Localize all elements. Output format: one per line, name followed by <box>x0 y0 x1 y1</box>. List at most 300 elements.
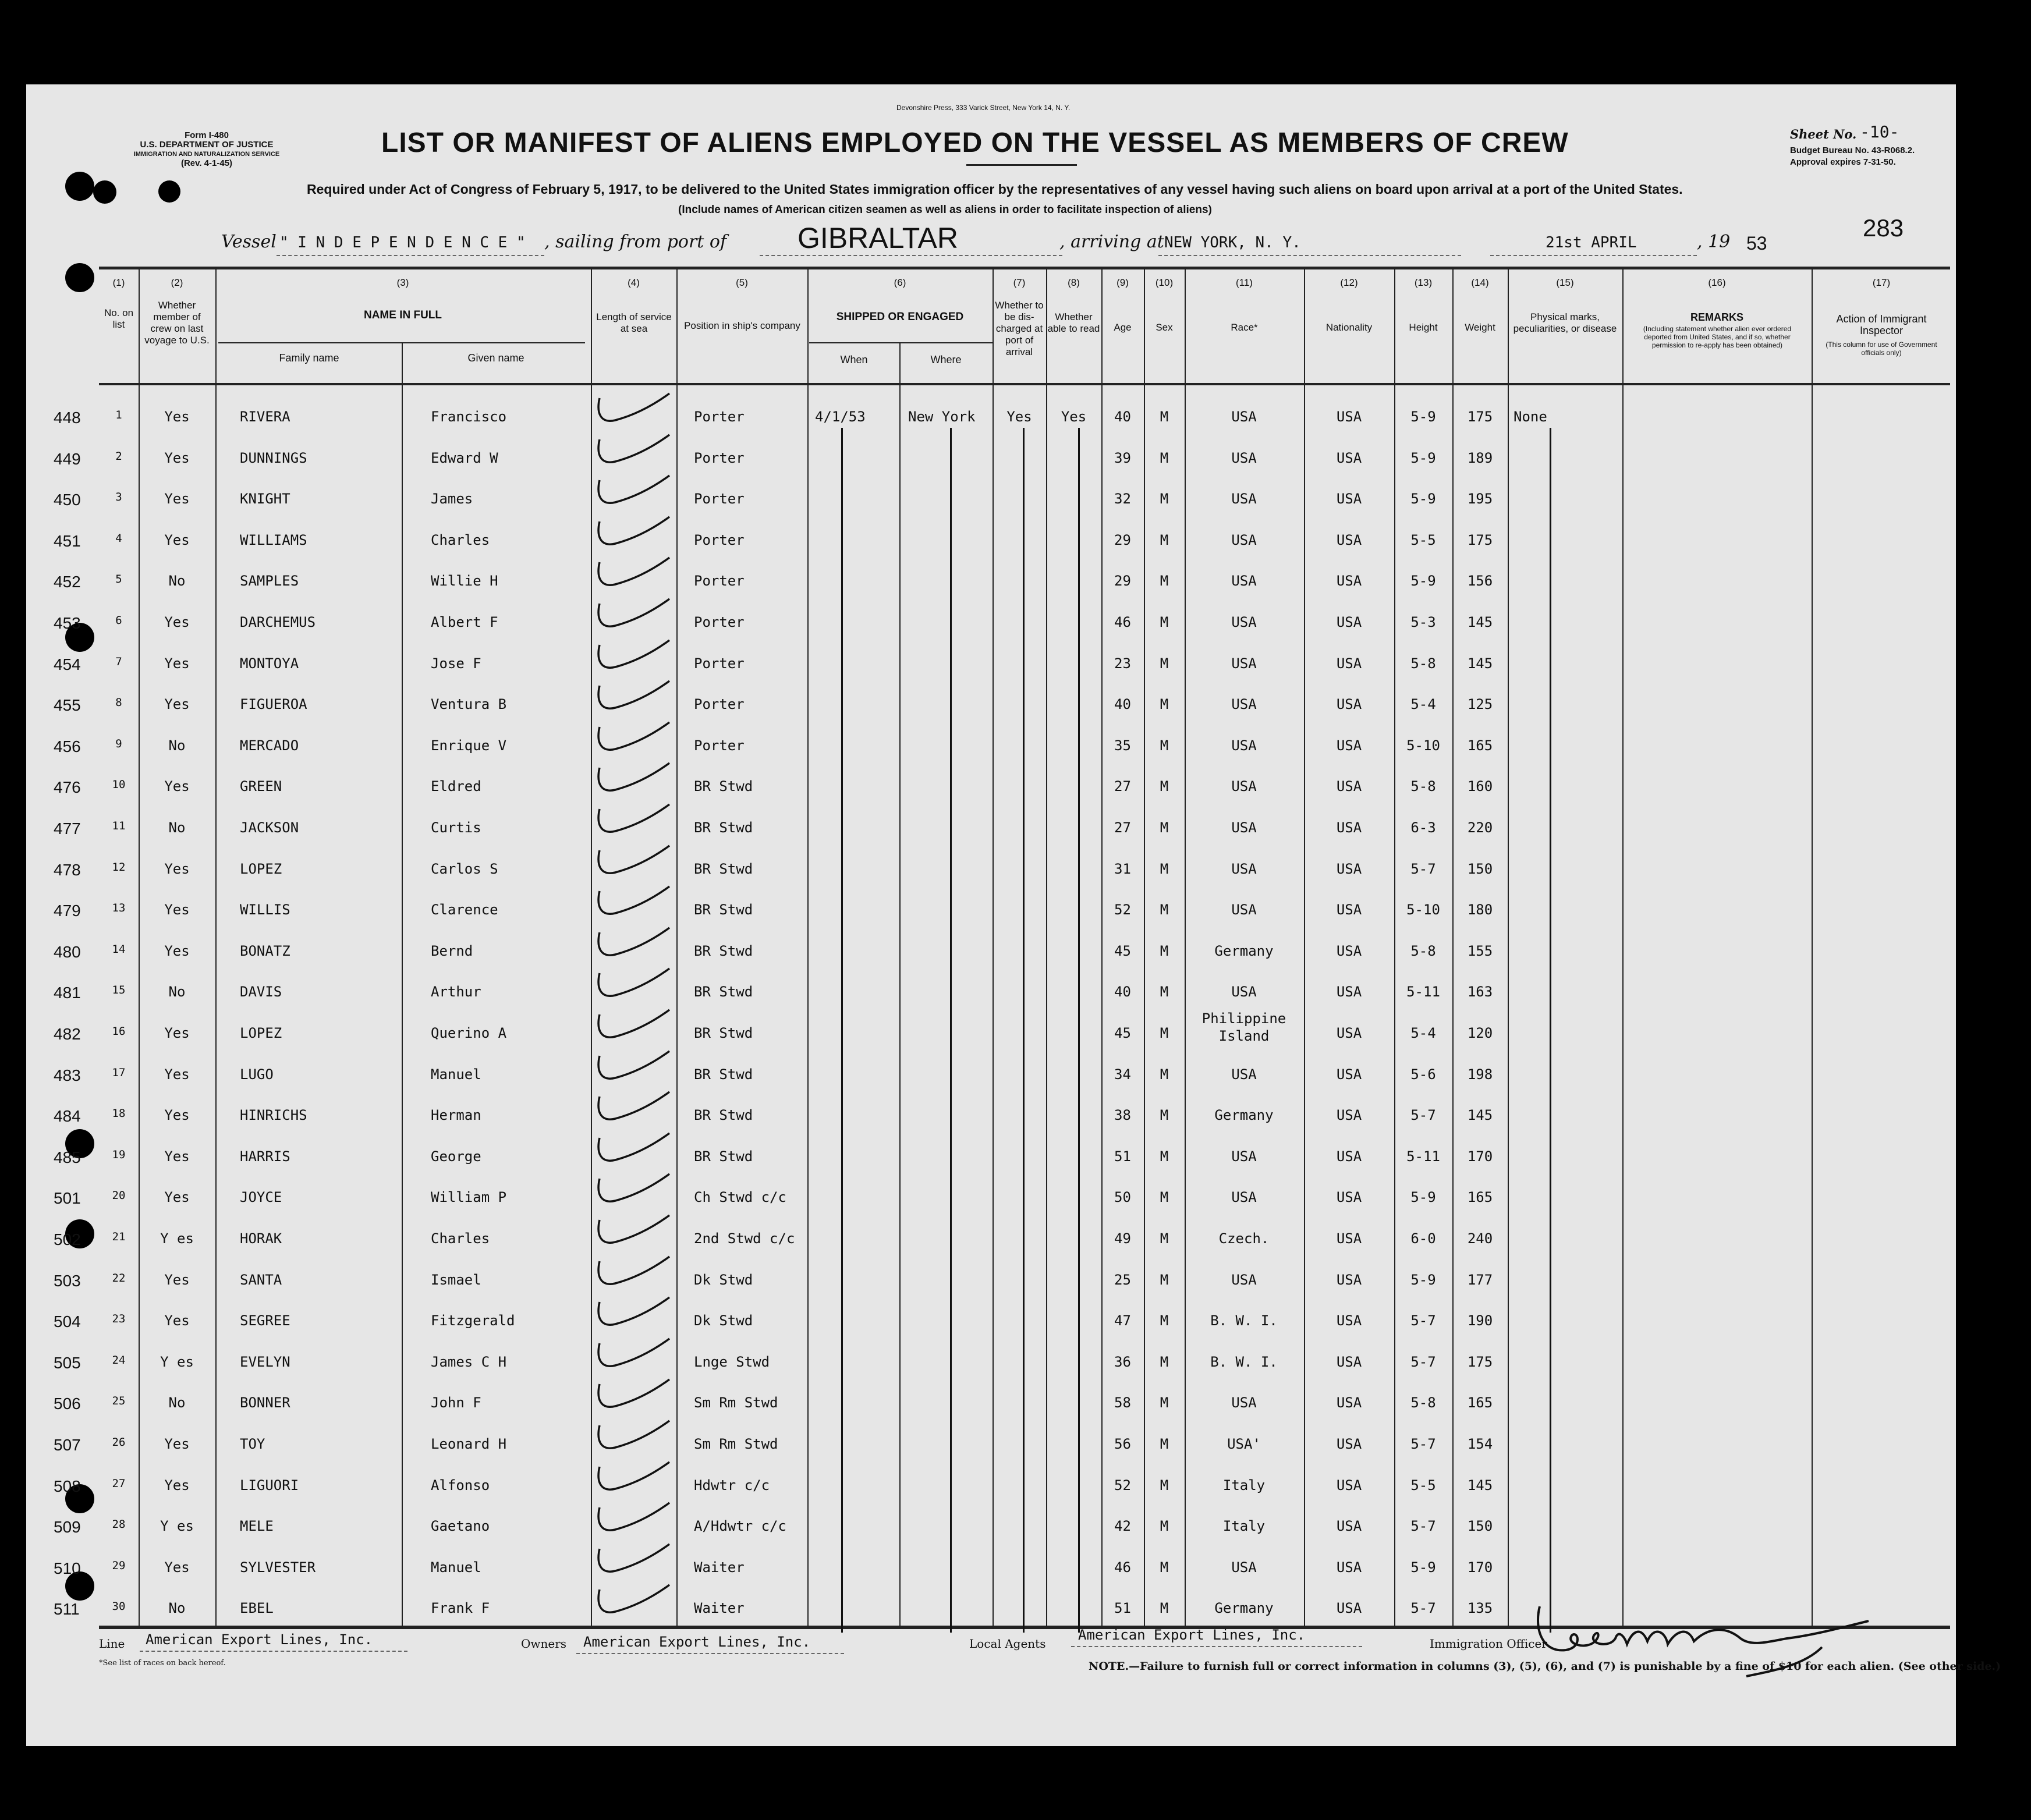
position: BR Stwd <box>694 778 753 795</box>
arriving-label: , arriving at <box>1059 232 1164 252</box>
list-line-number: 478 <box>54 860 81 879</box>
given-name: Manuel <box>431 1066 481 1083</box>
service-checkmark <box>589 1294 676 1335</box>
position: Dk Stwd <box>694 1271 753 1288</box>
row-number: 2 <box>115 449 122 463</box>
form-number: Form I-480 <box>185 130 229 140</box>
height: 5-7 <box>1410 860 1436 877</box>
checkmark-stroke <box>598 1257 669 1284</box>
prev-voyage: Yes <box>164 1312 190 1329</box>
height: 5-9 <box>1410 1559 1436 1576</box>
checkmark-stroke <box>598 599 669 626</box>
col-num-10: (10) <box>1155 277 1174 288</box>
race: USA <box>1231 614 1257 630</box>
family-name: SYLVESTER <box>240 1559 316 1576</box>
list-line-number: 476 <box>54 778 81 797</box>
nationality: USA <box>1336 860 1362 877</box>
col-header-age: Age <box>1114 322 1132 333</box>
col-header-no: No. on list <box>104 307 134 330</box>
given-name: James <box>431 491 473 508</box>
prev-voyage: Y es <box>160 1518 194 1535</box>
family-name: HORAK <box>240 1230 282 1247</box>
race: USA <box>1231 860 1257 877</box>
sex: M <box>1160 655 1169 672</box>
service-checkmark <box>589 677 676 718</box>
nationality: USA <box>1336 531 1362 548</box>
race: USA <box>1231 1559 1257 1576</box>
nationality: USA <box>1336 409 1362 425</box>
arrival-port: NEW YORK, N. Y. <box>1164 234 1301 251</box>
position: Porter <box>694 491 745 508</box>
nationality: USA <box>1336 1353 1362 1370</box>
race: USA <box>1231 696 1257 713</box>
line-value: American Export Lines, Inc. <box>146 1631 373 1648</box>
printer-line: Devonshire Press, 333 Varick Street, New York 14, N. Y. <box>896 104 1071 112</box>
weight: 190 <box>1467 1312 1493 1329</box>
given-name: Bernd <box>431 942 473 959</box>
height: 5-7 <box>1410 1436 1436 1452</box>
list-line-number: 479 <box>54 902 81 920</box>
service-checkmark <box>589 1335 676 1376</box>
weight: 145 <box>1467 1477 1493 1493</box>
service-checkmark <box>589 1048 676 1088</box>
weight: 175 <box>1467 531 1493 548</box>
service-checkmark <box>589 1212 676 1253</box>
list-line-number: 456 <box>54 737 81 755</box>
race: USA <box>1231 1066 1257 1083</box>
nationality: USA <box>1336 1312 1362 1329</box>
nationality: USA <box>1336 778 1362 795</box>
race: Italy <box>1222 1518 1266 1535</box>
given-name: Curtis <box>431 819 481 836</box>
sex: M <box>1160 1477 1169 1493</box>
height: 6-0 <box>1410 1230 1436 1247</box>
position: Sm Rm Stwd <box>694 1395 778 1411</box>
sex: M <box>1160 1600 1169 1617</box>
checkmark-stroke <box>598 558 669 585</box>
family-name: LUGO <box>240 1066 274 1083</box>
service-checkmark <box>589 924 676 965</box>
sex: M <box>1160 573 1169 590</box>
port-underline <box>760 255 1062 256</box>
service-checkmark <box>589 513 676 554</box>
sex: M <box>1160 696 1169 713</box>
sex: M <box>1160 860 1169 877</box>
prev-voyage: Yes <box>164 1477 190 1493</box>
race: USA <box>1231 1395 1257 1411</box>
prev-voyage: Yes <box>164 409 190 425</box>
service-checkmark <box>589 842 676 883</box>
checkmark-stroke <box>598 1010 669 1037</box>
nationality: USA <box>1336 1395 1362 1411</box>
nationality: USA <box>1336 819 1362 836</box>
col-header-given: Given name <box>467 352 524 364</box>
given-name: Fitzgerald <box>431 1312 515 1329</box>
position: Porter <box>694 409 745 425</box>
row-number: 4 <box>115 531 122 545</box>
list-line-number: 451 <box>54 531 81 550</box>
weight: 170 <box>1467 1148 1493 1165</box>
weight: 163 <box>1467 984 1493 1001</box>
ditto-mark <box>1023 428 1025 1633</box>
age: 52 <box>1114 1477 1131 1493</box>
checkmark-stroke <box>598 722 669 750</box>
checkmark-stroke <box>598 1462 669 1489</box>
race: Czech. <box>1218 1230 1270 1247</box>
row-number: 20 <box>112 1189 126 1202</box>
age: 56 <box>1114 1436 1131 1452</box>
list-line-number: 510 <box>54 1559 81 1577</box>
prev-voyage: Yes <box>164 1271 190 1288</box>
family-name: LOPEZ <box>240 860 282 877</box>
service-checkmark <box>589 1459 676 1499</box>
weight: 156 <box>1467 573 1493 590</box>
prev-voyage: Yes <box>164 1559 190 1576</box>
checkmark-stroke <box>598 1051 669 1078</box>
col-num-17: (17) <box>1872 277 1891 288</box>
sex: M <box>1160 1436 1169 1452</box>
weight: 220 <box>1467 819 1493 836</box>
col-num-8: (8) <box>1068 277 1080 288</box>
nationality: USA <box>1336 737 1362 754</box>
height: 6-3 <box>1410 819 1436 836</box>
checkmark-stroke <box>598 1339 669 1366</box>
nationality: USA <box>1336 1230 1362 1247</box>
nationality: USA <box>1336 942 1362 959</box>
height: 5-9 <box>1410 1189 1436 1206</box>
shipped-where: New York <box>908 409 976 425</box>
prev-voyage: Yes <box>164 860 190 877</box>
col-header-action: Action of Immigrant Inspector <box>1836 313 1927 336</box>
checkmark-stroke <box>598 517 669 544</box>
weight: 120 <box>1467 1025 1493 1041</box>
age: 32 <box>1114 491 1131 508</box>
given-name: Enrique V <box>431 737 507 754</box>
row-number: 5 <box>115 573 122 586</box>
row-number: 16 <box>112 1025 126 1038</box>
col-num-12: (12) <box>1340 277 1358 288</box>
col-header-sex: Sex <box>1155 322 1173 333</box>
service-checkmark <box>589 637 676 677</box>
list-line-number: 484 <box>54 1107 81 1126</box>
officer-label: Immigration Officer <box>1430 1637 1547 1651</box>
nationality: USA <box>1336 902 1362 918</box>
nationality: USA <box>1336 1600 1362 1617</box>
race: USA <box>1231 531 1257 548</box>
row-number: 25 <box>112 1395 126 1408</box>
weight: 145 <box>1467 614 1493 630</box>
family-name: EBEL <box>240 1600 274 1617</box>
height: 5-5 <box>1410 1477 1436 1493</box>
position: Porter <box>694 573 745 590</box>
sex: M <box>1160 409 1169 425</box>
service-checkmark <box>589 1130 676 1170</box>
service-checkmark <box>589 1006 676 1047</box>
row-number: 27 <box>112 1477 126 1490</box>
list-line-number: 454 <box>54 655 81 673</box>
position: Porter <box>694 737 745 754</box>
checkmark-stroke <box>598 1297 669 1325</box>
row-number: 28 <box>112 1518 126 1531</box>
col-rule <box>215 268 217 1627</box>
family-name: WILLIS <box>240 902 290 918</box>
position: BR Stwd <box>694 902 753 918</box>
sex: M <box>1160 491 1169 508</box>
family-name: JOYCE <box>240 1189 282 1206</box>
given-name: Arthur <box>431 984 481 1001</box>
race: USA <box>1231 573 1257 590</box>
height: 5-9 <box>1410 449 1436 466</box>
weight: 198 <box>1467 1066 1493 1083</box>
budget-bureau: Budget Bureau No. 43-R068.2. <box>1790 146 1915 155</box>
row-number: 12 <box>112 860 126 874</box>
service-checkmark <box>589 1170 676 1211</box>
race: Germany <box>1214 1600 1274 1617</box>
family-name: WILLIAMS <box>240 531 307 548</box>
nationality: USA <box>1336 655 1362 672</box>
row-number: 15 <box>112 984 126 997</box>
position: Porter <box>694 655 745 672</box>
age: 31 <box>1114 860 1131 877</box>
list-line-number: 505 <box>54 1353 81 1372</box>
prev-voyage: Yes <box>164 778 190 795</box>
prev-voyage: Yes <box>164 1189 190 1206</box>
service: IMMIGRATION AND NATURALIZATION SERVICE <box>133 151 280 158</box>
col-rule <box>1046 268 1047 1627</box>
col-header-weight: Weight <box>1465 322 1495 333</box>
vessel-name: " I N D E P E N D E N C E " <box>279 234 526 251</box>
col-num-15: (15) <box>1556 277 1574 288</box>
sex: M <box>1160 1395 1169 1411</box>
age: 45 <box>1114 942 1131 959</box>
family-name: JACKSON <box>240 819 299 836</box>
prev-voyage: Yes <box>164 902 190 918</box>
given-name: Albert F <box>431 614 498 630</box>
col-rule <box>1622 268 1624 1627</box>
row-number: 6 <box>115 614 122 627</box>
prev-voyage: No <box>168 737 186 754</box>
sex: M <box>1160 1066 1169 1083</box>
given-name: Querino A <box>431 1025 507 1041</box>
family-name: BONATZ <box>240 942 290 959</box>
family-name: BONNER <box>240 1395 290 1411</box>
position: Sm Rm Stwd <box>694 1436 778 1452</box>
col-num-13: (13) <box>1414 277 1433 288</box>
list-line-number: 508 <box>54 1477 81 1495</box>
sex: M <box>1160 1025 1169 1041</box>
service-checkmark <box>589 883 676 924</box>
col-num-11: (11) <box>1236 277 1253 288</box>
family-name: MERCADO <box>240 737 299 754</box>
row-number: 23 <box>112 1312 126 1326</box>
age: 29 <box>1114 531 1131 548</box>
list-line-number: 477 <box>54 819 81 838</box>
checkmark-stroke <box>598 1133 669 1161</box>
position: Waiter <box>694 1600 745 1617</box>
row-number: 10 <box>112 778 126 792</box>
list-line-number: 511 <box>54 1600 80 1619</box>
list-line-number: 509 <box>54 1518 81 1537</box>
sex: M <box>1160 778 1169 795</box>
position: BR Stwd <box>694 1066 753 1083</box>
family-name: SAMPLES <box>240 573 299 590</box>
row-number: 13 <box>112 902 126 915</box>
list-line-number: 501 <box>54 1189 81 1208</box>
checkmark-stroke <box>598 476 669 503</box>
row-number: 11 <box>112 819 126 832</box>
checkmark-stroke <box>598 1174 669 1201</box>
age: 23 <box>1114 655 1131 672</box>
age: 27 <box>1114 819 1131 836</box>
arrival-year: 53 <box>1746 233 1767 254</box>
prev-voyage: Yes <box>164 449 190 466</box>
form-id-block <box>108 131 306 168</box>
nationality: USA <box>1336 573 1362 590</box>
col-num-14: (14) <box>1471 277 1489 288</box>
list-line-number: 482 <box>54 1025 81 1043</box>
race: Germany <box>1214 1107 1274 1124</box>
prev-voyage: Yes <box>164 531 190 548</box>
family-name: EVELYN <box>240 1353 290 1370</box>
nationality: USA <box>1336 1559 1362 1576</box>
height: 5-9 <box>1410 491 1436 508</box>
family-name: HARRIS <box>240 1148 290 1165</box>
race: B. W. I. <box>1210 1312 1278 1329</box>
family-name: DUNNINGS <box>240 449 307 466</box>
list-line-number: 507 <box>54 1436 81 1454</box>
row-number: 19 <box>112 1148 126 1161</box>
family-name: LOPEZ <box>240 1025 282 1041</box>
checkmark-stroke <box>598 763 669 790</box>
given-name: Willie H <box>431 573 498 590</box>
position: BR Stwd <box>694 984 753 1001</box>
weight: 150 <box>1467 1518 1493 1535</box>
col-header-shipped: SHIPPED OR ENGAGED <box>836 311 964 323</box>
height: 5-7 <box>1410 1312 1436 1329</box>
position: Porter <box>694 614 745 630</box>
ditto-mark <box>841 428 843 1633</box>
race: USA <box>1231 655 1257 672</box>
position: Dk Stwd <box>694 1312 753 1329</box>
height: 5-9 <box>1410 573 1436 590</box>
col-header-remarks: REMARKS <box>1690 311 1743 323</box>
subtitle: Required under Act of Congress of February 5, 1917, to be delivered to the United States immigration officer by the representatives of any vessel having such aliens on board upon arrival at a port of the United States. <box>307 182 1683 197</box>
col-rule <box>1812 268 1813 1627</box>
sex: M <box>1160 1148 1169 1165</box>
sheet-number: -10- <box>1860 122 1899 141</box>
row-number: 26 <box>112 1436 126 1449</box>
row-number: 9 <box>115 737 122 750</box>
prev-voyage: Yes <box>164 614 190 630</box>
service-checkmark <box>589 1253 676 1294</box>
height: 5-6 <box>1410 1066 1436 1083</box>
weight: 175 <box>1467 409 1493 425</box>
prev-voyage: No <box>168 1395 186 1411</box>
family-name: GREEN <box>240 778 282 795</box>
weight: 154 <box>1467 1436 1493 1452</box>
height: 5-10 <box>1406 737 1440 754</box>
col-rule <box>402 343 403 1627</box>
age: 47 <box>1114 1312 1131 1329</box>
col-header-family: Family name <box>279 352 339 364</box>
given-name: Carlos S <box>431 860 498 877</box>
given-name: Charles <box>431 1230 490 1247</box>
sex: M <box>1160 1559 1169 1576</box>
family-name: HINRICHS <box>240 1107 307 1124</box>
height: 5-8 <box>1410 655 1436 672</box>
nationality: USA <box>1336 1148 1362 1165</box>
col-header-when: When <box>840 354 868 366</box>
family-name: TOY <box>240 1436 265 1452</box>
checkmark-stroke <box>598 640 669 668</box>
row-number: 24 <box>112 1353 126 1367</box>
prev-voyage: Y es <box>160 1230 194 1247</box>
shipped-subrule <box>809 342 993 343</box>
position: BR Stwd <box>694 1148 753 1165</box>
title-underline <box>966 164 1077 166</box>
family-name: MELE <box>240 1518 274 1535</box>
race: USA <box>1231 819 1257 836</box>
sex: M <box>1160 1107 1169 1124</box>
prev-voyage: Yes <box>164 491 190 508</box>
list-line-number: 506 <box>54 1395 81 1413</box>
col-header-nationality: Nationality <box>1325 322 1373 333</box>
race: USA <box>1231 449 1257 466</box>
col-num-7: (7) <box>1013 277 1026 288</box>
nationality: USA <box>1336 1518 1362 1535</box>
checkmark-stroke <box>598 804 669 832</box>
list-line-number: 448 <box>54 409 81 427</box>
col-header-discharged: Whether to be dis-charged at port of arrival <box>995 300 1044 357</box>
height: 5-8 <box>1410 1395 1436 1411</box>
service-checkmark <box>589 595 676 636</box>
list-line-number: 485 <box>54 1148 81 1166</box>
given-name: Eldred <box>431 778 481 795</box>
height: 5-3 <box>1410 614 1436 630</box>
family-name: RIVERA <box>240 409 290 425</box>
col-rule <box>993 268 994 1627</box>
revision: (Rev. 4-1-45) <box>180 158 233 168</box>
prev-voyage: Yes <box>164 1025 190 1041</box>
given-name: Leonard H <box>431 1436 507 1452</box>
height: 5-7 <box>1410 1518 1436 1535</box>
checkmark-stroke <box>598 1544 669 1571</box>
service-checkmark <box>589 760 676 800</box>
nationality: USA <box>1336 1189 1362 1206</box>
checkmark-stroke <box>598 1585 669 1612</box>
family-name: SANTA <box>240 1271 282 1288</box>
age: 52 <box>1114 902 1131 918</box>
position: BR Stwd <box>694 942 753 959</box>
given-name: Edward W <box>431 449 498 466</box>
weight: 165 <box>1467 1395 1493 1411</box>
list-line-number: 453 <box>54 614 81 632</box>
service-checkmark <box>589 1581 676 1622</box>
list-line-number: 480 <box>54 942 81 961</box>
checkmark-stroke <box>598 1421 669 1448</box>
prev-voyage: Yes <box>164 942 190 959</box>
checkmark-stroke <box>598 1215 669 1243</box>
age: 40 <box>1114 409 1131 425</box>
checkmark-stroke <box>598 435 669 462</box>
nationality: USA <box>1336 984 1362 1001</box>
position: Waiter <box>694 1559 745 1576</box>
race: Germany <box>1214 942 1274 959</box>
nationality: USA <box>1336 449 1362 466</box>
row-number: 21 <box>112 1230 126 1243</box>
service-checkmark <box>589 431 676 472</box>
position: Ch Stwd c/c <box>694 1189 786 1206</box>
